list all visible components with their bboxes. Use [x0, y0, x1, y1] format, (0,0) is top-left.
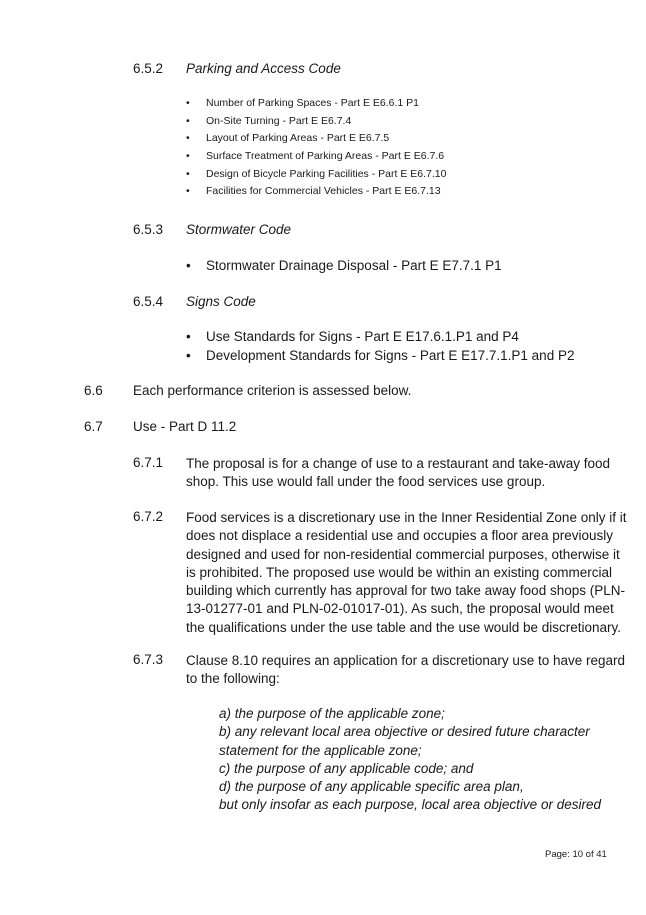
text-line: The proposal is for a change of use to a restaurant and take-away food	[186, 456, 611, 471]
bullet-icon: •	[186, 329, 191, 344]
list-item: • Development Standards for Signs - Part E E17.7.1.P1 and P2	[186, 347, 574, 366]
list-item: • Layout of Parking Areas - Part E E6.7.5	[186, 130, 446, 148]
text-line: does not displace a residential use and occupies a floor area previously	[186, 528, 614, 544]
section-number-6-7-1: 6.7.1	[133, 455, 164, 470]
bullet-icon: •	[186, 150, 190, 163]
section-title-signs: Signs Code	[186, 294, 256, 309]
bullet-icon: •	[186, 132, 190, 145]
section-text-6-6: Each performance criterion is assessed below.	[133, 383, 412, 398]
bullet-icon: •	[186, 347, 191, 363]
clause-quote	[219, 705, 601, 815]
quote-line: d) the purpose of any applicable specific area plan,	[219, 779, 524, 795]
stormwater-code-list	[186, 257, 502, 276]
text-line: Food services is a discretionary use in the Inner Residential Zone only if it	[186, 510, 627, 525]
list-item: • Design of Bicycle Parking Facilities - Part E E6.7.10	[186, 166, 446, 184]
text-line: is prohibited. The proposed use would be within an existing commercial	[186, 564, 612, 580]
section-number-6-6: 6.6	[84, 383, 103, 398]
bullet-icon: •	[186, 185, 190, 198]
text-line: Clause 8.10 requires an application for a discretionary use to have regard	[186, 653, 626, 668]
section-number-6-5-2: 6.5.2	[133, 61, 164, 76]
section-title-stormwater: Stormwater Code	[186, 222, 292, 237]
bullet-icon: •	[186, 167, 190, 180]
section-number-6-7-3: 6.7.3	[133, 652, 164, 667]
text-line: shop. This use would fall under the food services use group.	[186, 474, 546, 490]
paragraph-6-7-2	[186, 509, 626, 637]
bullet-icon: •	[186, 114, 190, 127]
section-title-use: Use - Part D 11.2	[133, 419, 237, 434]
list-item: • Number of Parking Spaces - Part E E6.6.1 P1	[186, 95, 446, 113]
quote-line: b) any relevant local area objective or desired future character	[219, 724, 590, 740]
section-number-6-5-4: 6.5.4	[133, 294, 164, 309]
list-item: • On-Site Turning - Part E E6.7.4	[186, 113, 446, 131]
paragraph-6-7-3	[186, 652, 625, 689]
list-item: • Stormwater Drainage Disposal - Part E E7.7.1 P1	[186, 257, 502, 276]
page-number: Page: 10 of 41	[545, 849, 607, 860]
bullet-icon: •	[186, 97, 190, 109]
quote-line: statement for the applicable zone;	[219, 742, 422, 758]
list-item: • Facilities for Commercial Vehicles - Part E E6.7.13	[186, 183, 446, 201]
signs-code-list	[186, 328, 574, 365]
text-line: 13-01277-01 and PLN-02-01017-01). As such, the proposal would meet	[186, 601, 614, 617]
text-line: designed and used for non-residential commercial purposes, otherwise it	[186, 546, 620, 562]
bullet-icon: •	[186, 258, 191, 273]
parking-code-list	[186, 95, 446, 201]
quote-line: c) the purpose of any applicable code; and	[219, 760, 474, 776]
text-line: the qualifications under the use table and the use would be discretionary.	[186, 619, 622, 635]
section-number-6-7: 6.7	[84, 419, 103, 434]
text-line: building which currently has approval for two take away food shops (PLN-	[186, 583, 625, 599]
quote-line: a) the purpose of the applicable zone;	[219, 706, 445, 721]
quote-line: but only insofar as each purpose, local area objective or desired	[219, 797, 601, 813]
list-item: • Use Standards for Signs - Part E E17.6.1.P1 and P4	[186, 328, 574, 347]
text-line: to the following:	[186, 671, 280, 687]
section-number-6-5-3: 6.5.3	[133, 222, 164, 237]
section-title-parking: Parking and Access Code	[186, 61, 341, 76]
list-item: • Surface Treatment of Parking Areas - Part E E6.7.6	[186, 148, 446, 166]
paragraph-6-7-1	[186, 455, 610, 492]
section-number-6-7-2: 6.7.2	[133, 509, 164, 524]
